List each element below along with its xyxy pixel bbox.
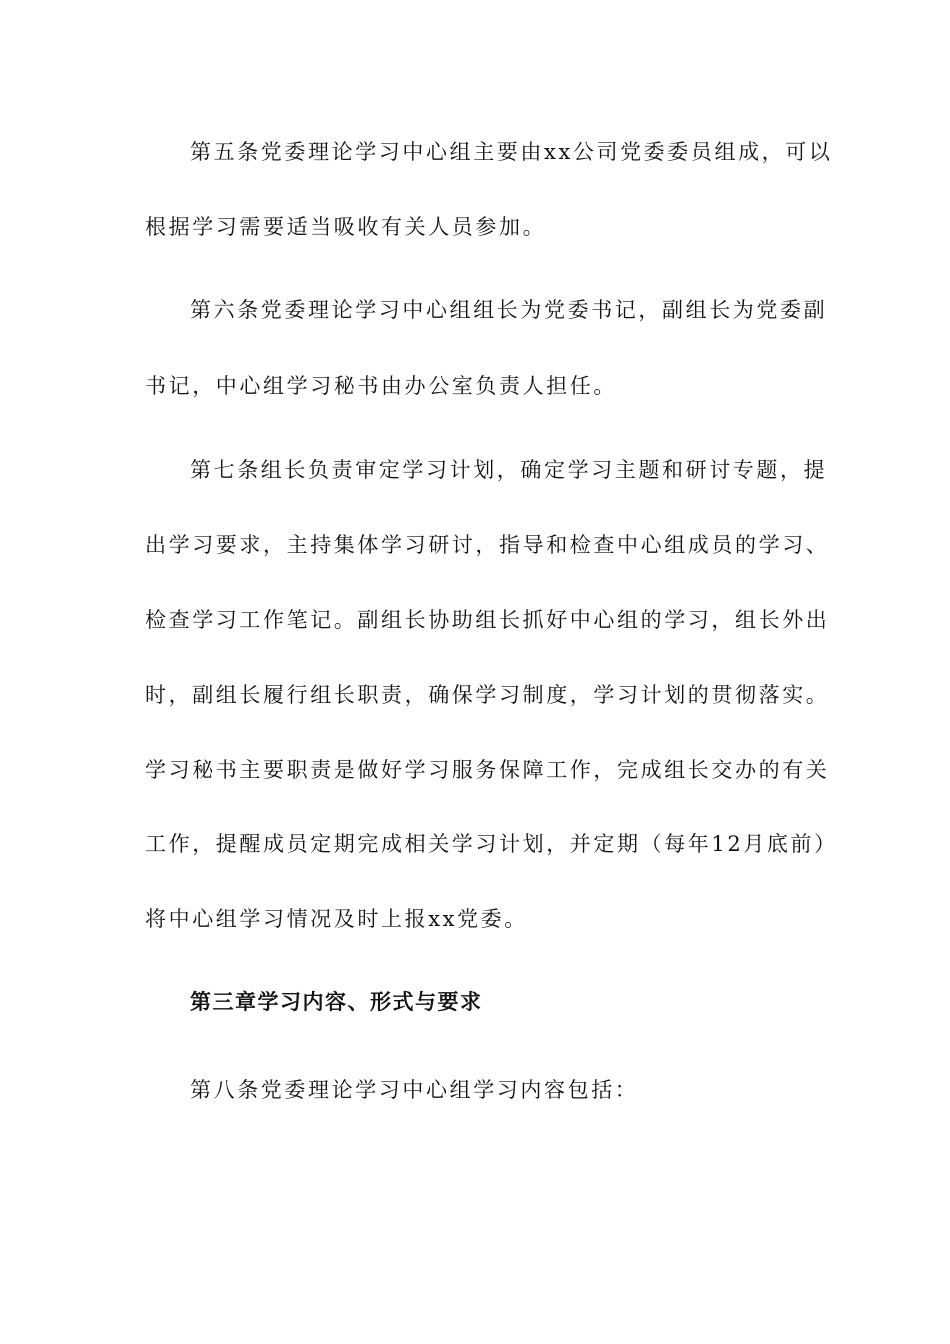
paragraph-line: 检查学习工作笔记。副组长协助组长抓好中心组的学习，组长外出	[145, 608, 830, 632]
paragraph-line: 第五条党委理论学习中心组主要由xx公司党委委员组成，可以	[190, 140, 833, 164]
paragraph-line: 第八条党委理论学习中心组学习内容包括：	[190, 1078, 639, 1102]
paragraph-line: 学习秘书主要职责是做好学习服务保障工作，完成组长交办的有关	[145, 758, 830, 782]
paragraph-line: 出学习要求，主持集体学习研讨，指导和检查中心组成员的学习、	[145, 533, 830, 557]
paragraph-line: 根据学习需要适当吸收有关人员参加。	[145, 215, 547, 239]
paragraph-line: 工作，提醒成员定期完成相关学习计划，并定期（每年12月底前）	[145, 832, 838, 856]
paragraph-line: 书记，中心组学习秘书由办公室负责人担任。	[145, 374, 617, 398]
paragraph-line: 第七条组长负责审定学习计划，确定学习主题和研讨专题，提	[190, 458, 828, 482]
paragraph-line: 时，副组长履行组长职责，确保学习制度，学习计划的贯彻落实。	[145, 683, 830, 707]
paragraph-line: 将中心组学习情况及时上报xx党委。	[145, 907, 528, 931]
paragraph-line: 第六条党委理论学习中心组组长为党委书记，副组长为党委副	[190, 298, 828, 322]
chapter-heading: 第三章学习内容、形式与要求	[190, 989, 483, 1014]
